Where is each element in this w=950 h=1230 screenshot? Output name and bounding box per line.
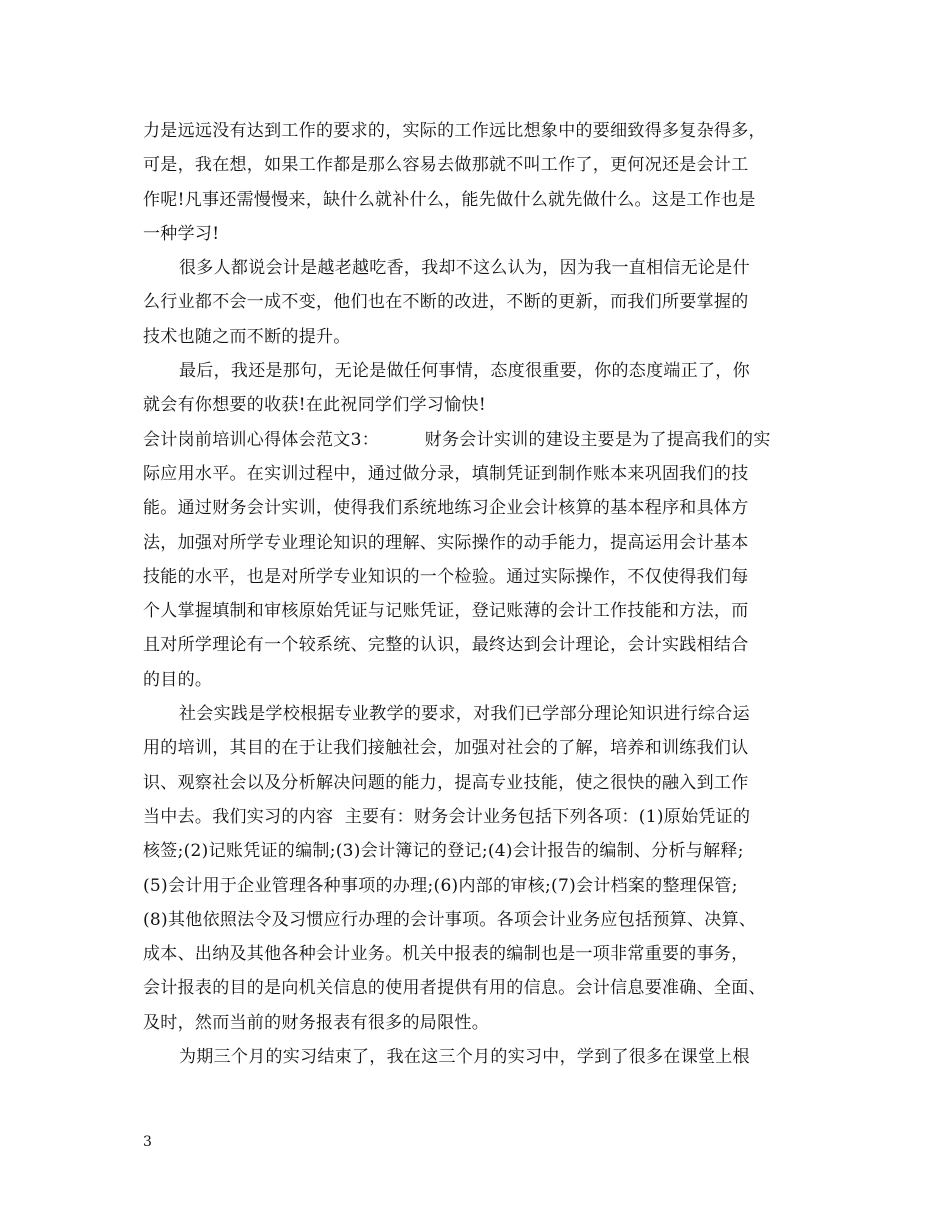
text-line: 作呢!凡事还需慢慢来，缺什么就补什么，能先做什么就先做什么。这是工作也是 xyxy=(143,189,756,210)
text-line: 的目的。 xyxy=(143,669,213,690)
text-line: 技能的水平，也是对所学专业知识的一个检验。通过实际操作，不仅使得我们每 xyxy=(143,566,749,587)
text-line: 且对所学理论有一个较系统、完整的认识，最终达到会计理论，会计实践相结合 xyxy=(143,635,749,656)
text-line: 用的培训，其目的在于让我们接触社会，加强对社会的了解，培养和训练我们认 xyxy=(143,738,749,759)
document-body xyxy=(143,114,823,1074)
paragraph-start-line: 为期三个月的实习结束了，我在这三个月的实习中，学到了很多在课堂上根 xyxy=(179,1047,750,1068)
text-line: 个人掌握填制和审核原始凭证与记账凭证，登记账薄的会计工作技能和方法，而 xyxy=(143,601,749,622)
paragraph-start-line: 很多人都说会计是越老越吃香，我却不这么认为，因为我一直相信无论是什 xyxy=(179,258,750,279)
text-line: 当中去。我们实习的内容 主要有：财务会计业务包括下列各项：(1)原始凭证的 xyxy=(143,806,751,827)
text-line: 可是，我在想，如果工作都是那么容易去做那就不叫工作了，更何况还是会计工 xyxy=(143,155,749,176)
text-line: 会计报表的目的是向机关信息的使用者提供有用的信息。会计信息要准确、全面、 xyxy=(143,978,766,999)
text-line: 么行业都不会一成不变，他们也在不断的改进，不断的更新，而我们所要掌握的 xyxy=(143,292,749,313)
text-line: 技术也随之而不断的提升。 xyxy=(143,326,351,347)
text-line: 及时，然而当前的财务报表有很多的局限性。 xyxy=(143,1012,489,1033)
text-line: 核签;(2)记账凭证的编制;(3)会计簿记的登记;(4)会计报告的编制、分析与解释; xyxy=(143,841,744,862)
text-line: 一种学习! xyxy=(143,223,220,244)
text-line: 成本、出纳及其他各种会计业务。机关中报表的编制也是一项非常重要的事务， xyxy=(143,944,749,965)
text-line: 力是远远没有达到工作的要求的，实际的工作远比想象中的要细致得多复杂得多， xyxy=(143,121,766,141)
paragraph-start-line: 最后，我还是那句，无论是做任何事情，态度很重要，你的态度端正了，你 xyxy=(179,361,750,382)
paragraph-start-line: 社会实践是学校根据专业教学的要求，对我们已学部分理论知识进行综合运 xyxy=(179,704,750,725)
text-line: 就会有你想要的收获!在此祝同学们学习愉快! xyxy=(143,395,486,416)
text-line: (5)会计用于企业管理各种事项的办理;(6)内部的审核;(7)会计档案的整理保管; xyxy=(143,875,738,896)
text-line: (8)其他依照法令及习惯应行办理的会计事项。各项会计业务应包括预算、决算、 xyxy=(143,909,757,930)
page-number: 3 xyxy=(143,1134,152,1150)
text-line: 际应用水平。在实训过程中，通过做分录，填制凭证到制作账本来巩固我们的技 xyxy=(143,463,749,484)
text-line: 法，加强对所学专业理论知识的理解、实际操作的动手能力，提高运用会计基本 xyxy=(143,532,749,553)
section-heading-line: 会计岗前培训心得体会范文3： 财务会计实训的建设主要是为了提高我们的实 xyxy=(143,429,771,450)
text-line: 能。通过财务会计实训，使得我们系统地练习企业会计核算的基本程序和具体方 xyxy=(143,498,749,519)
text-line: 识、观察社会以及分析解决问题的能力，提高专业技能，使之很快的融入到工作 xyxy=(143,772,749,793)
